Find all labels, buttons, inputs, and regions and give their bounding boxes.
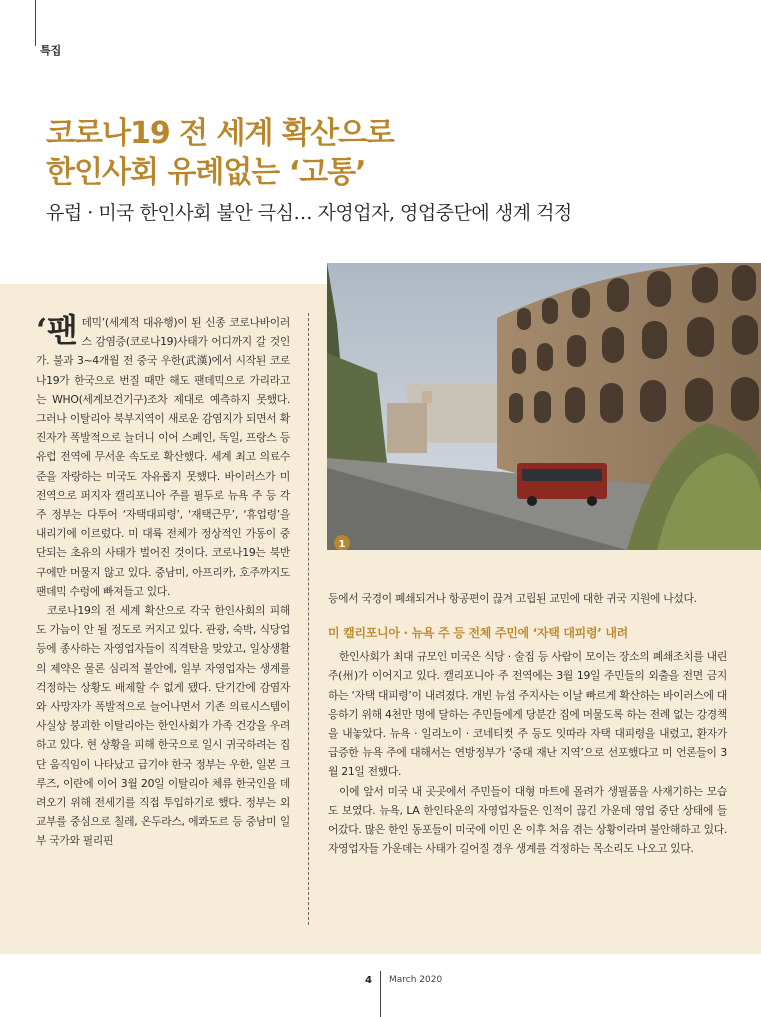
page-footer [0, 971, 761, 991]
right-paragraph-3: 이에 앞서 미국 내 곳곳에서 주민들이 대형 마트에 몰려가 생필품을 사재기하는 모습도 보였다. 뉴욕, LA 한인타운의 자영업자들은 인적이 끊긴 가운데 영업 중단 상태에 들어갔다. 많은 한인 동포들이 미국에 이민 온 이후 처음 겪는 상황이라며 불안해하고 있다. 자영업자들 가운데는 사태가 길어질 경우 생계를 걱정하는 목소리도 나오고 있다. [328, 784, 727, 856]
footer-rule [380, 971, 381, 1017]
colosseum-image [327, 263, 761, 550]
headline-title [46, 114, 726, 192]
article-right-column [328, 589, 727, 858]
article-left-column [36, 313, 290, 851]
left-paragraph-1 [36, 313, 290, 601]
header-rule [35, 0, 36, 46]
issue-date: March 2020 [389, 975, 443, 985]
dropcap: ‘팬 [36, 311, 78, 349]
section-tag: 특집 [40, 44, 62, 57]
left-paragraph-1-text: 데믹’(세계적 대유행)이 된 신종 코로나바이러스 감염증(코로나19)사태가 어디까지 갈 것인가. 불과 3~4개월 전 중국 우한(武漢)에서 시작된 코로나19가 한국으로 번질 때만 해도 팬데믹으로 가리라고는 WHO(세계보건기구)조차 제대로 예측하지 못했다. 그러나 이탈리아 북부지역이 새로운 감염지가 되면서 확진자가 폭발적으로 늘더니 이어 스페인, 독일, 프랑스 등 유럽 전역에 무서운 속도로 확산했다. 세계 최고 의료수준을 자랑하는 미국도 자유롭지 못했다. 바이러스가 미 전역으로 퍼지자 캘리포니아 주를 필두로 뉴욕 주 등 각 주 정부는 다투어 ‘자택대피령’, ‘재택근무’, ‘휴업령’을 내리기에 이르렀다. 미 대륙 전체가 정상적인 가동이 중단되는 초유의 사태가 벌어진 것이다. 코로나19는 북반구에만 머물지 않고 있다. 중남미, 아프리카, 호주까지도 팬데믹 수렁에 빠져들고 있다. [36, 316, 290, 598]
photo-badge: 1 [338, 539, 346, 550]
headline-line-2: 한인사회 유례없는 ‘고통’ [46, 155, 366, 190]
page-number: 4 [365, 975, 372, 986]
headline-subtitle: 유럽 · 미국 한인사회 불안 극심… 자영업자, 영업중단에 생계 걱정 [46, 202, 572, 224]
article-headline [46, 114, 726, 226]
section-subhead: 미 캘리포니아 · 뉴욕 주 등 전체 주민에 ‘자택 대피령’ 내려 [328, 626, 628, 641]
left-paragraph-2: 코로나19의 전 세계 확산으로 각국 한인사회의 피해도 가늠이 안 될 정도로 커지고 있다. 관광, 숙박, 식당업 등에 종사하는 자영업자들이 직격탄을 맞았고, 일상생활의 제약은 물론 심리적 불안에, 일부 자영업자는 생계를 걱정하는 상황도 배제할 수 없게 됐다. 단기간에 감염자와 사망자가 폭발적으로 늘어나면서 기존 의료시스템이 사실상 붕괴한 이탈리아는 한인사회가 가족 건강을 우려하고 있다. 현 상황을 피해 한국으로 일시 귀국하려는 집단 움직임이 나타났고 급기야 한국 정부는 우한, 일본 크루즈, 이란에 이어 3월 20일 이탈리아 체류 한국인을 데려오기 위해 전세기를 직접 투입하기로 했다. 정부는 외교부를 중심으로 칠레, 온두라스, 에콰도르 등 중남미 일부 국가와 필리핀 [36, 604, 290, 848]
column-divider [308, 313, 309, 925]
headline-line-1: 코로나19 전 세계 확산으로 [46, 116, 394, 151]
colosseum-photo [327, 263, 761, 550]
right-paragraph-1: 등에서 국경이 폐쇄되거나 항공편이 끊겨 고립된 교민에 대한 귀국 지원에 나섰다. [328, 592, 697, 605]
right-paragraph-2: 한인사회가 최대 규모인 미국은 식당 · 술집 등 사람이 모이는 장소의 폐쇄조치를 내린 주(州)가 이어지고 있다. 캘리포니아 주 전역에는 3월 19일 주민들의 외출을 전면 금지하는 ‘자택 대피령’이 내려졌다. 개빈 뉴섬 주지사는 이날 빠르게 확산하는 바이러스에 대응하기 위해 4천만 명에 달하는 주민들에게 당분간 집에 머물도록 하는 전례 없는 강경책을 내놓았다. 뉴욕 · 일리노이 · 코네티컷 주 등도 잇따라 자택 대피령을 내렸고, 환자가 급증한 뉴욕 주에 대해서는 연방정부가 ‘중대 재난 지역’으로 선포했다고 미 언론들이 3월 21일 전했다. [328, 650, 727, 779]
